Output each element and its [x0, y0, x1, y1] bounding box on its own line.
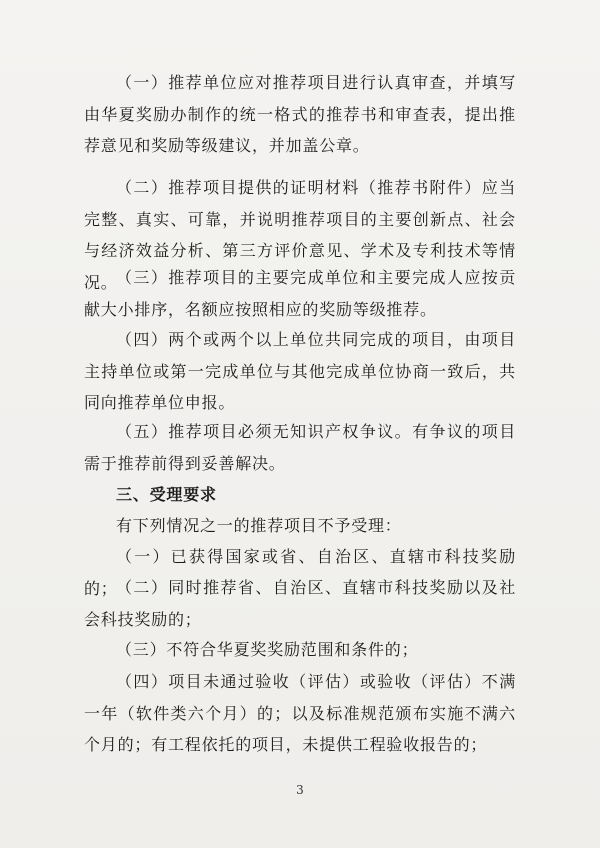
paragraph-item-acceptance-check: （四）项目未通过验收（评估）或验收（评估）不满一年（软件类六个月）的；以及标准规范颁布实施不满六个月的；有工程依托的项目，未提供工程验收报告的； — [84, 672, 516, 754]
paragraph-item-scope: （三）不符合华夏奖奖励范围和条件的； — [116, 640, 419, 659]
paragraph-joint-completion: （四）两个或两个以上单位共同完成的项目，由项目主持单位或第一完成单位与其他完成单位协商一致后，共同向推荐单位申报。 — [84, 330, 516, 412]
paragraph-not-accepted-intro: 有下列情况之一的推荐项目不予受理： — [116, 516, 402, 535]
page-number: 3 — [296, 783, 304, 797]
paragraph-item-dual-recommend: （二）同时推荐省、自治区、直辖市科技奖励以及社会科技奖励的； — [84, 578, 516, 629]
paragraph-recommend-review: （一）推荐单位应对推荐项目进行认真审查，并填写由华夏奖励办制作的统一格式的推荐书和审查表，提出推荐意见和奖励等级建议，并加盖公章。 — [84, 73, 516, 155]
paragraph-item-national-award: （一）已获得国家或省、自治区、直辖市科技奖励的； — [84, 547, 516, 598]
paragraph-evidence-materials: （二）推荐项目提供的证明材料（推荐书附件）应当完整、真实、可靠，并说明推荐项目的主要创新点、社会与经济效益分析、第三方评价意见、学术及专利技术等情况。 — [84, 178, 516, 292]
paragraph-ip-dispute: （五）推荐项目必须无知识产权争议。有争议的项目需于推荐前得到妥善解决。 — [84, 422, 516, 473]
section-title-acceptance: 三、受理要求 — [116, 485, 217, 504]
paragraph-ranking: （三）推荐项目的主要完成单位和主要完成人应按贡献大小排序，名额应按照相应的奖励等级推荐。 — [84, 268, 516, 319]
